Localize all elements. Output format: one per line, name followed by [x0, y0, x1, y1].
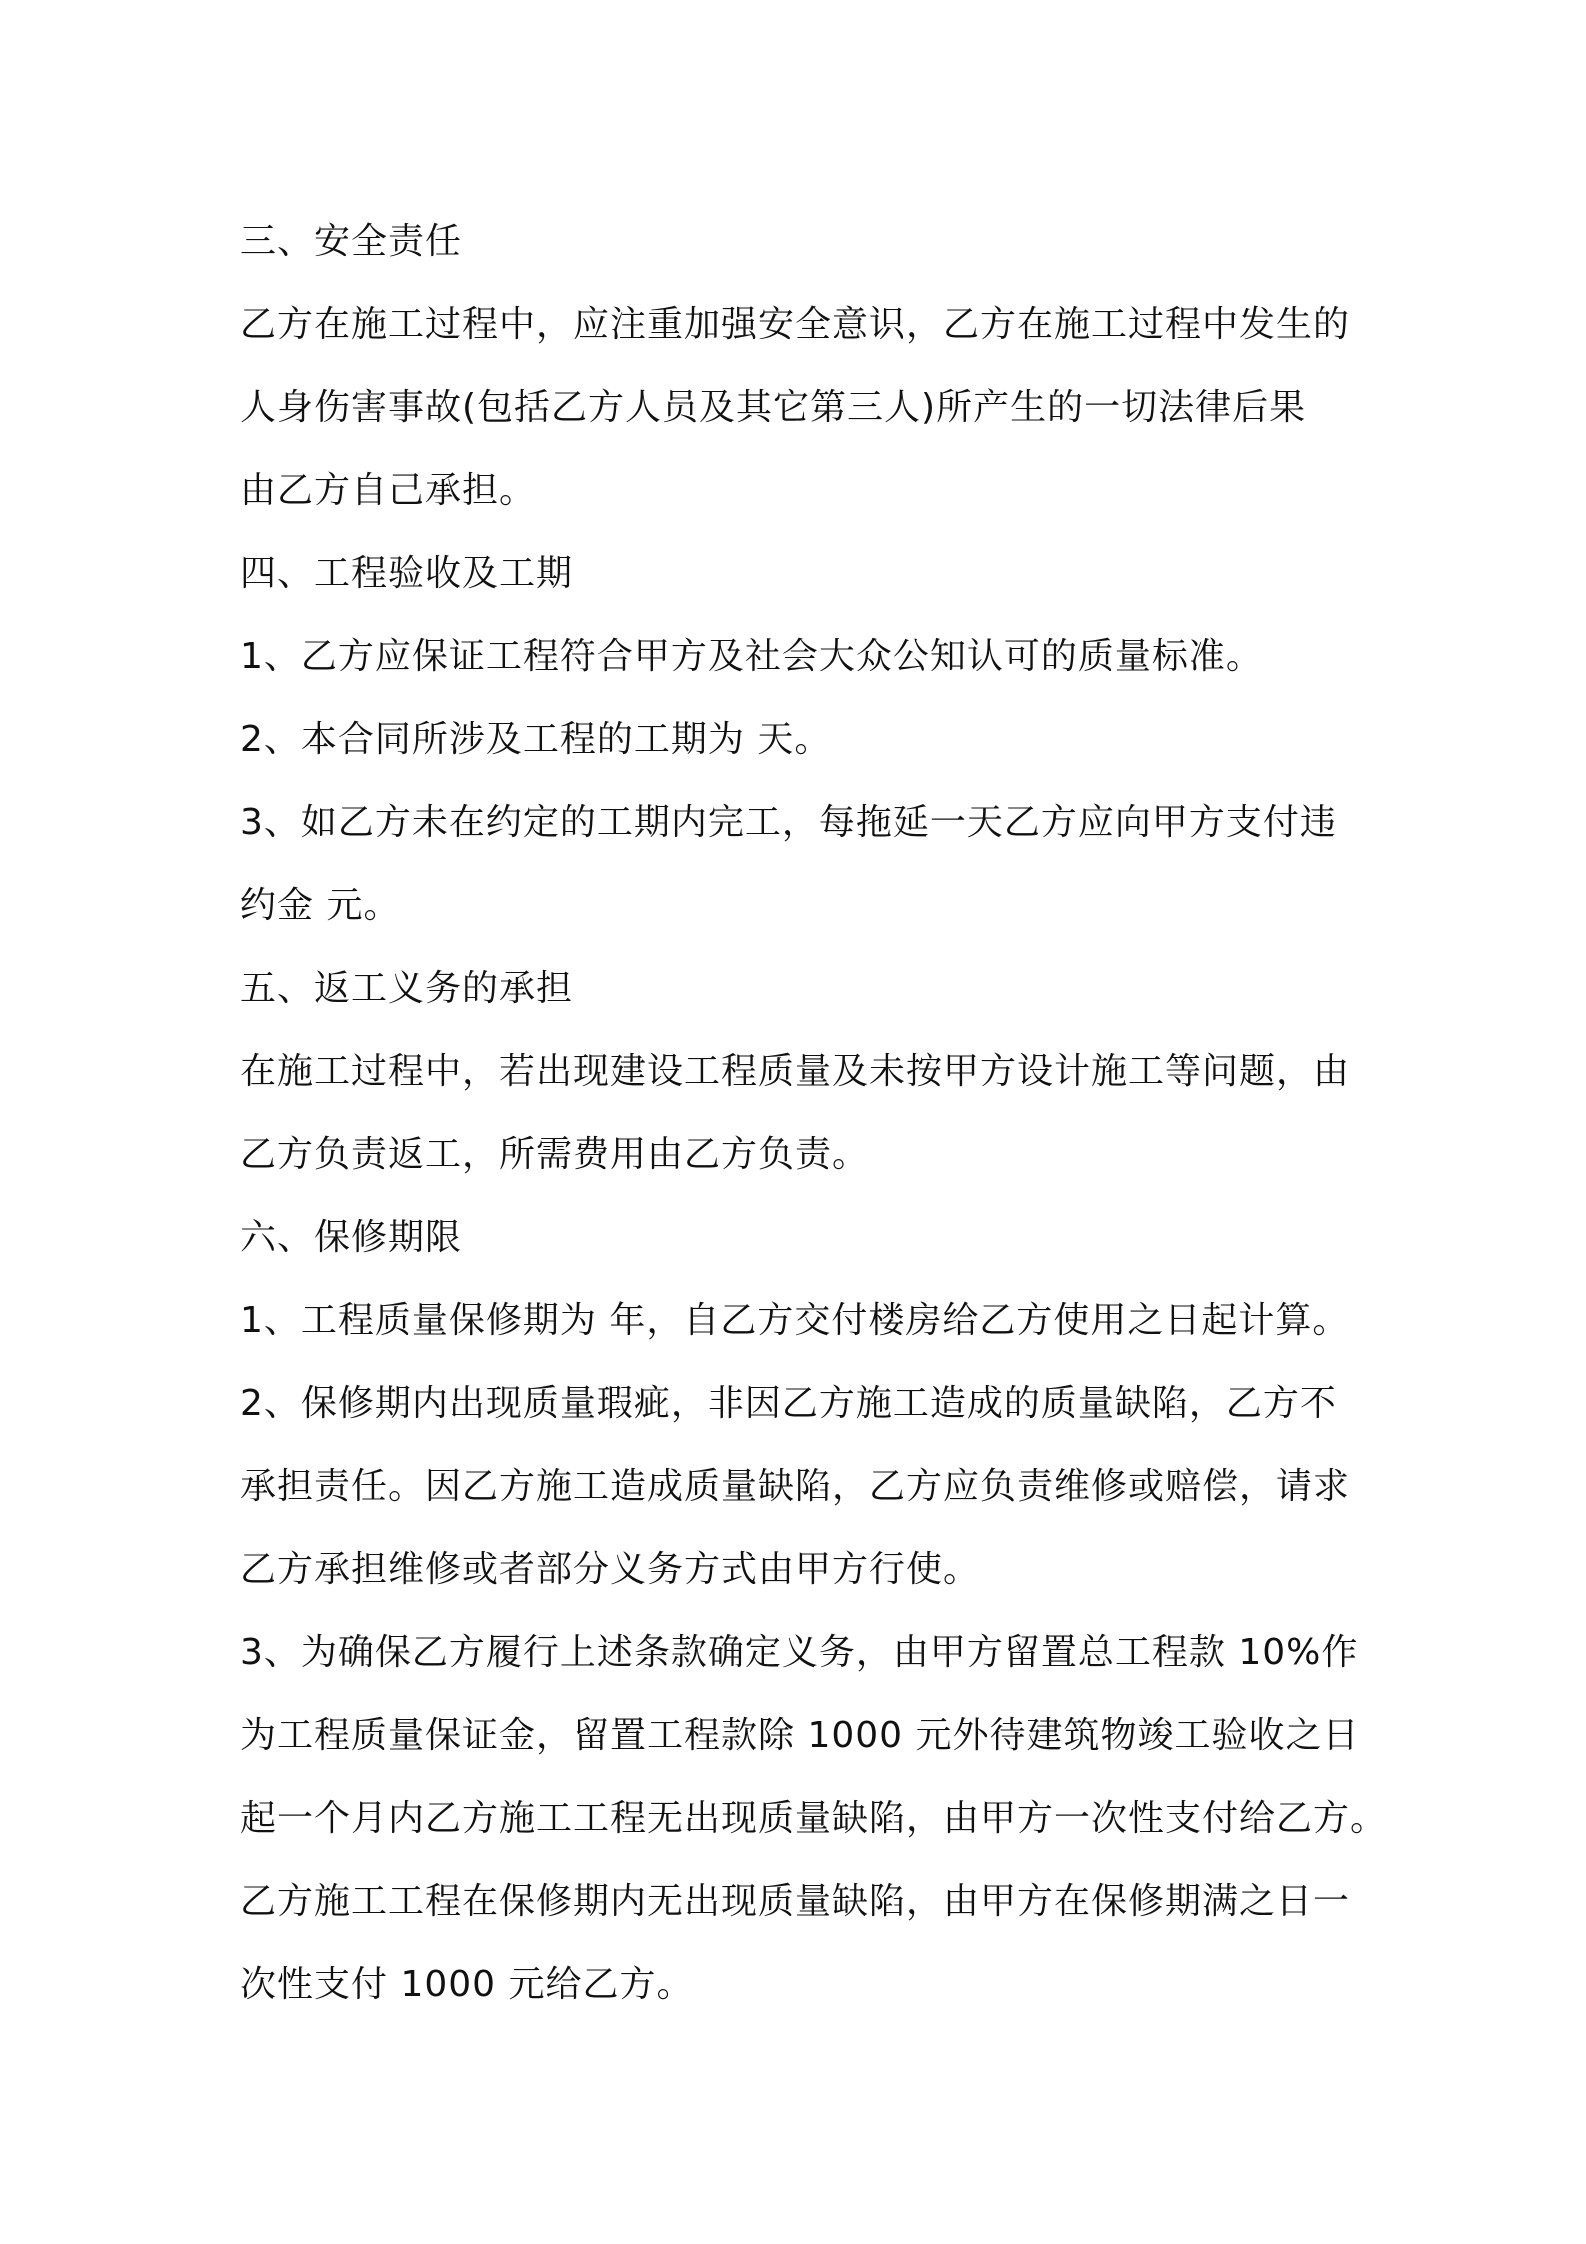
text-line: 乙方在施工过程中，应注重加强安全意识，乙方在施工过程中发生的 [240, 304, 1351, 345]
text-line: 2、本合同所涉及工程的工期为 天。 [240, 719, 832, 760]
text-line: 为工程质量保证金，留置工程款除 1000 元外待建筑物竣工验收之日 [240, 1715, 1360, 1756]
text-line: 由乙方自己承担。 [240, 470, 537, 511]
text-line: 1、乙方应保证工程符合甲方及社会大众公知认可的质量标准。 [240, 636, 1263, 677]
text-line: 起一个月内乙方施工工程无出现质量缺陷，由甲方一次性支付给乙方。 [240, 1798, 1388, 1839]
text-line: 承担责任。因乙方施工造成质量缺陷，乙方应负责维修或赔偿，请求 [240, 1466, 1351, 1507]
text-line: 2、保修期内出现质量瑕疵，非因乙方施工造成的质量缺陷，乙方不 [240, 1383, 1337, 1424]
text-line: 人身伤害事故(包括乙方人员及其它第三人)所产生的一切法律后果 [240, 387, 1307, 428]
text-line: 乙方承担维修或者部分义务方式由甲方行使。 [240, 1549, 981, 1590]
text-line: 1、工程质量保修期为 年，自乙方交付楼房给乙方使用之日起计算。 [240, 1300, 1350, 1341]
text-line: 3、为确保乙方履行上述条款确定义务，由甲方留置总工程款 10%作 [240, 1632, 1359, 1673]
text-line: 次性支付 1000 元给乙方。 [240, 1964, 694, 2005]
text-line: 3、如乙方未在约定的工期内完工，每拖延一天乙方应向甲方支付违 [240, 802, 1337, 843]
text-line: 在施工过程中，若出现建设工程质量及未按甲方设计施工等问题，由 [240, 1051, 1351, 1092]
text-line: 乙方施工工程在保修期内无出现质量缺陷，由甲方在保修期满之日一 [240, 1881, 1351, 1922]
section-heading-acceptance: 四、工程验收及工期 [240, 553, 574, 594]
text-line: 约金 元。 [240, 885, 401, 926]
section-heading-warranty: 六、保修期限 [240, 1217, 463, 1258]
text-line: 乙方负责返工，所需费用由乙方负责。 [240, 1134, 870, 1175]
document-body [240, 200, 1388, 2026]
section-heading-rework: 五、返工义务的承担 [240, 968, 574, 1009]
section-heading-safety: 三、安全责任 [240, 221, 463, 262]
